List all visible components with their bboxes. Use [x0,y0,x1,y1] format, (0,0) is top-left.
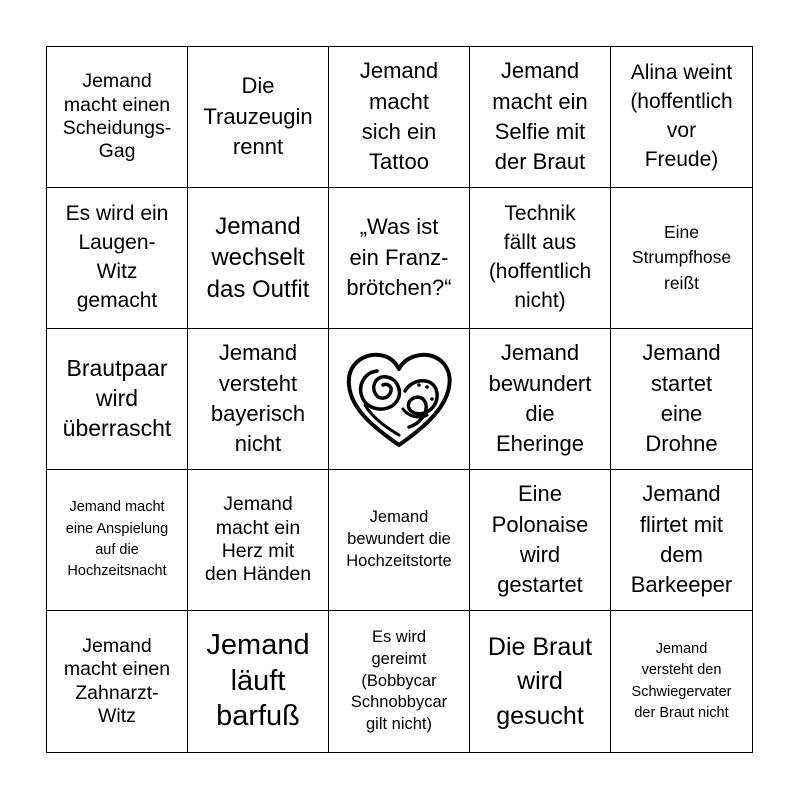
bingo-cell[interactable] [47,611,188,752]
bingo-cell[interactable] [470,611,611,752]
bingo-cell[interactable] [611,329,752,470]
bingo-cell[interactable] [47,188,188,329]
bingo-cell[interactable] [47,470,188,611]
bingo-cell[interactable] [329,611,470,752]
cell-text: Jemand macht ein Selfie mit der Braut [492,58,588,175]
bingo-cell[interactable] [188,611,329,752]
cell-text: Eine Polonaise wird gestartet [491,481,589,598]
bingo-cell[interactable] [188,188,329,329]
cell-text: Jemand macht sich ein Tattoo [359,58,439,175]
free-space-cell[interactable] [329,329,470,470]
cell-text: Jemand läuft barfuß [206,629,310,733]
cell-text: Eine Strumpfhose reißt [631,221,732,293]
cell-text: Jemand versteht bayerisch nicht [210,340,306,457]
bingo-cell[interactable] [329,188,470,329]
cell-text: „Was ist ein Franz- brötchen?“ [346,214,452,301]
cell-text: Jemand macht ein Herz mit den Händen [204,493,312,586]
bingo-cell[interactable] [329,47,470,188]
bingo-cell[interactable] [611,470,752,611]
bingo-cell[interactable] [470,470,611,611]
bingo-cell[interactable] [47,47,188,188]
cell-text: Es wird gereimt (Bobbycar Schnobbycar gilt nicht) [350,628,448,734]
bingo-cell[interactable] [47,329,188,470]
bingo-board [46,46,753,753]
bingo-cell[interactable] [611,611,752,752]
cell-text: Die Braut wird gesucht [487,632,593,730]
cell-text: Jemand flirtet mit dem Barkeeper [630,481,733,598]
cell-text: Jemand macht einen Zahnarzt- Witz [63,634,171,727]
bingo-cell[interactable] [329,470,470,611]
heart-pastry-icon [339,339,459,459]
bingo-cell[interactable] [470,47,611,188]
cell-text: Jemand versteht den Schwiegervater der Braut nicht [631,640,732,721]
cell-text: Es wird ein Laugen- Witz gemacht [65,202,169,312]
bingo-cell[interactable] [611,188,752,329]
cell-text: Technik fällt aus (hoffentlich nicht) [488,202,592,312]
bingo-cell[interactable] [188,470,329,611]
bingo-cell[interactable] [470,188,611,329]
cell-text: Jemand bewundert die Eheringe [488,340,592,457]
cell-text: Jemand macht einen Scheidungs- Gag [62,70,172,163]
bingo-cell[interactable] [188,47,329,188]
bingo-cell[interactable] [188,329,329,470]
bingo-cell[interactable] [470,329,611,470]
cell-text: Jemand startet eine Drohne [642,340,721,457]
cell-text: Jemand bewundert die Hochzeitstorte [346,508,452,570]
cell-text: Alina weint (hoffentlich vor Freude) [630,61,733,171]
cell-text: Brautpaar wird überrascht [62,355,172,441]
cell-text: Jemand wechselt das Outfit [206,213,310,303]
cell-text: Jemand macht eine Anspielung auf die Hochzeitsnacht [65,499,169,580]
cell-text: Die Trauzeugin rennt [203,73,313,160]
bingo-cell[interactable] [611,47,752,188]
